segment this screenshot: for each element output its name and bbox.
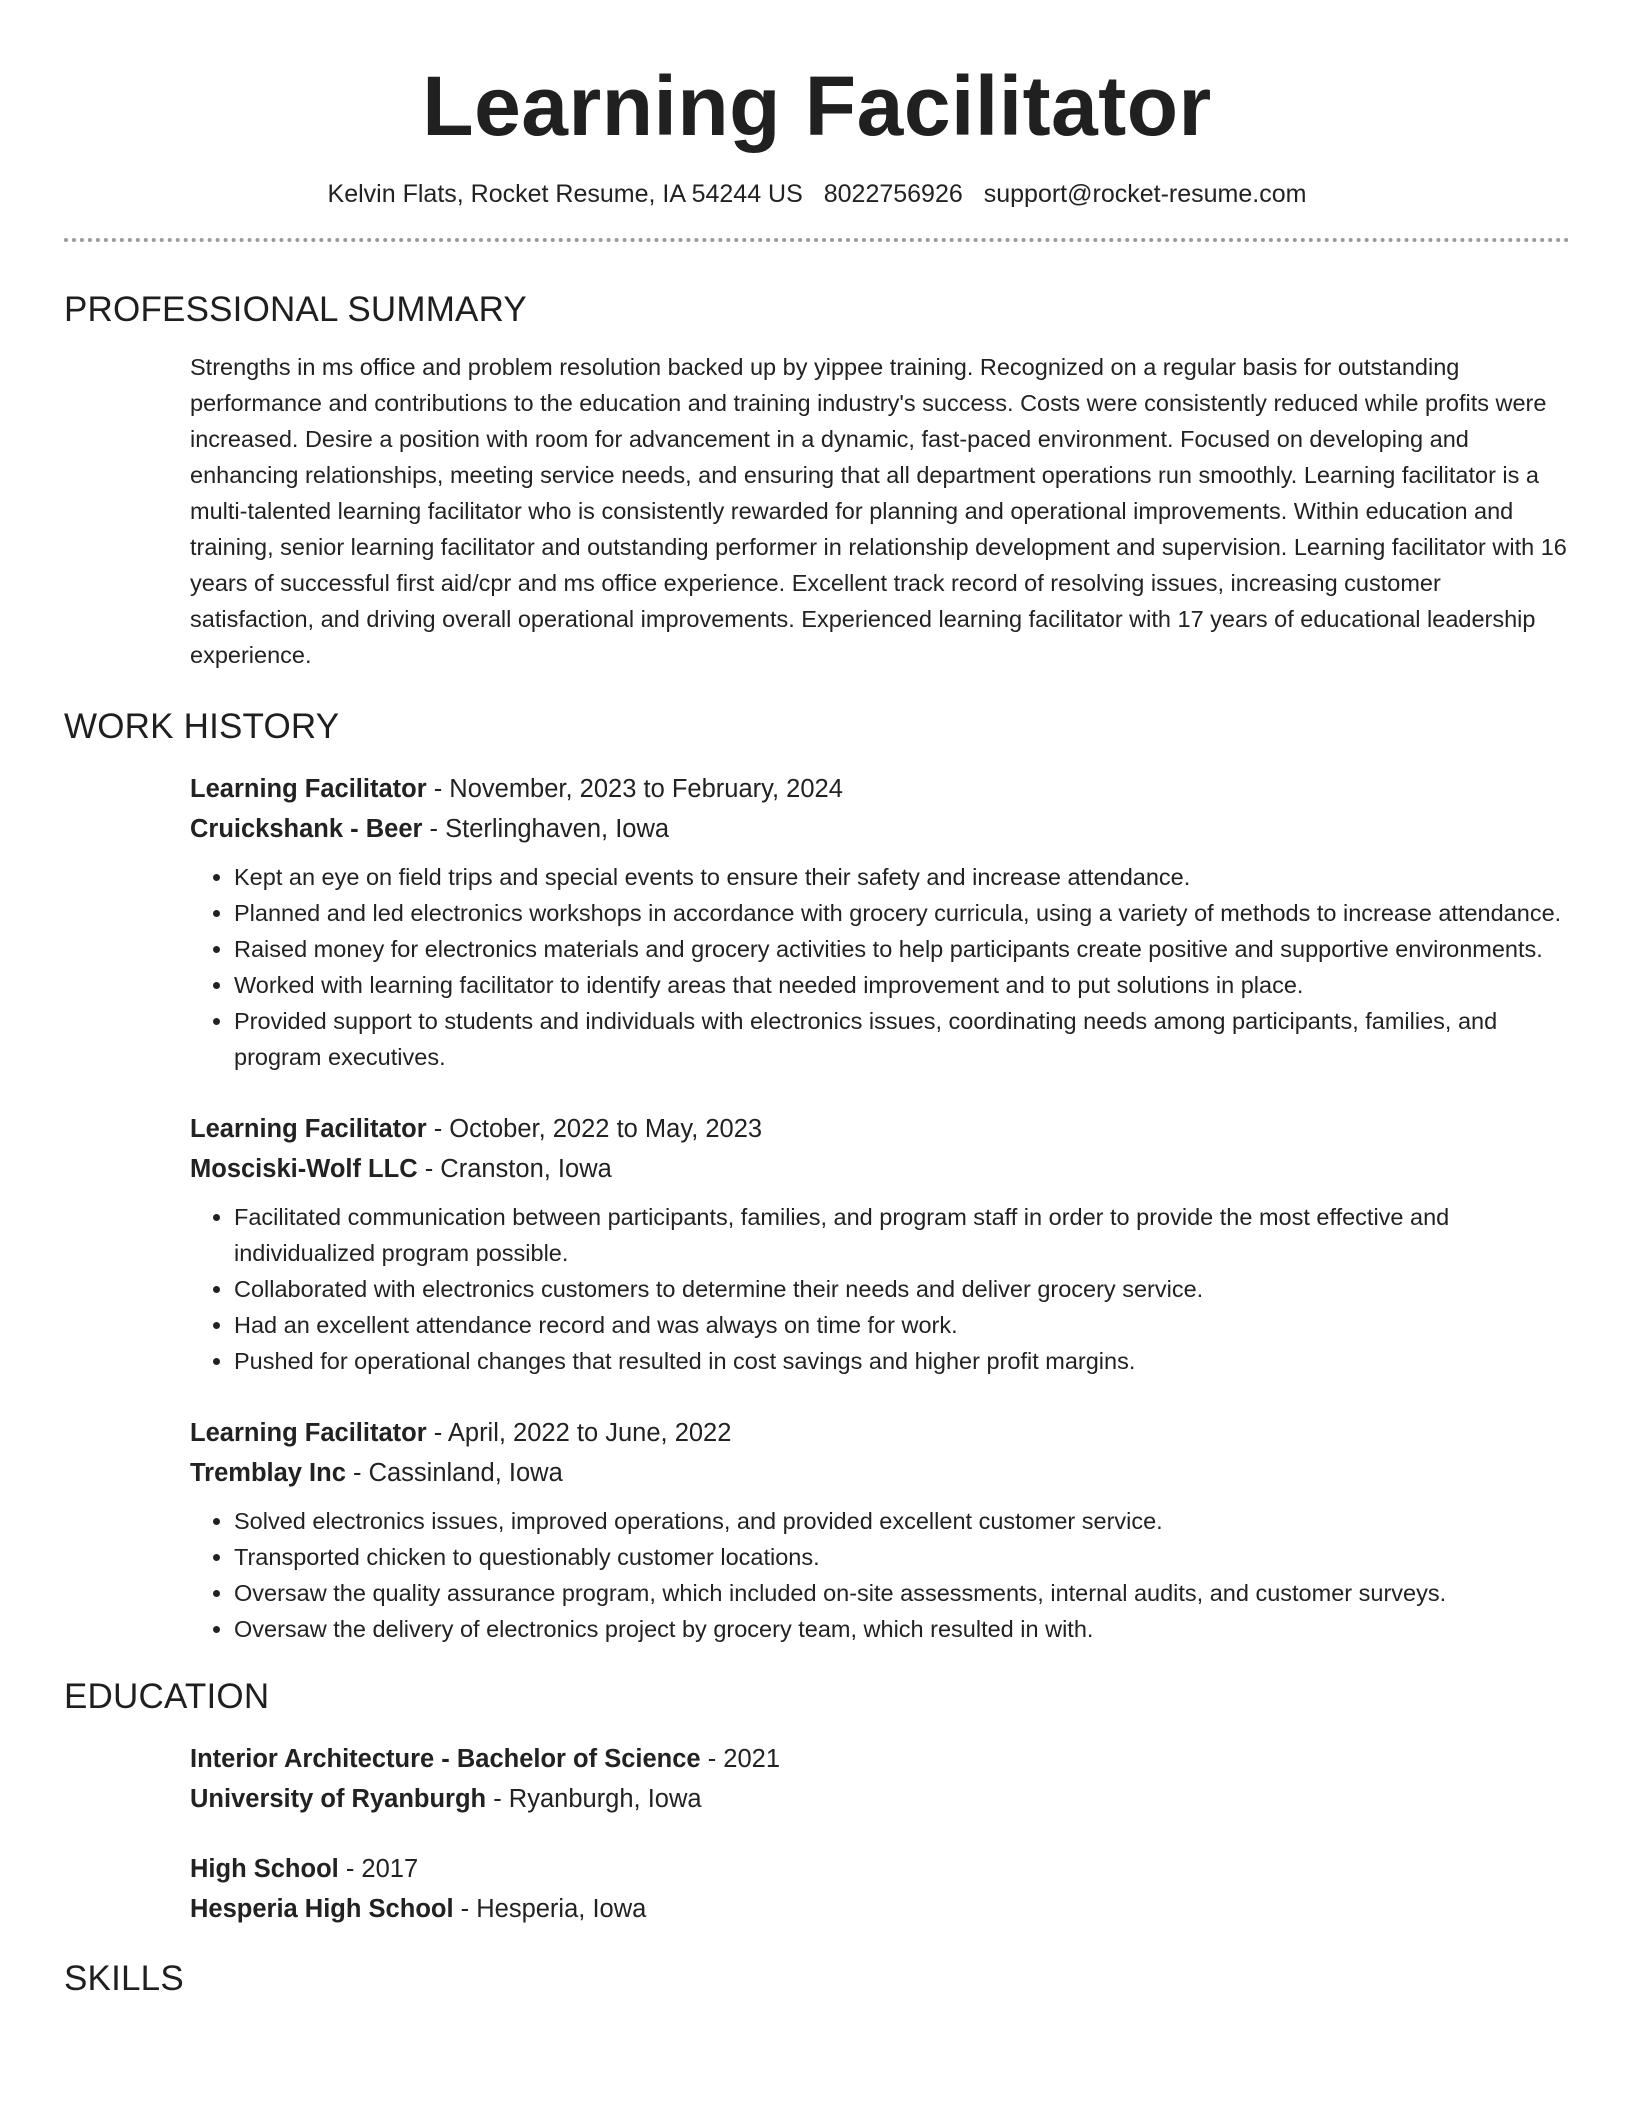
education-location: - Ryanburgh, Iowa: [486, 1785, 702, 1813]
skills-section: [64, 1957, 1570, 2001]
summary-title: PROFESSIONAL SUMMARY: [64, 290, 527, 329]
job-bullet: • Facilitated communication between participants, families, and program staff in order to provide the most effective and individualized program possible.: [234, 1199, 1570, 1271]
education-school-line: [190, 1779, 1570, 1819]
summary-body: [190, 349, 1570, 673]
education-location: - Hesperia, Iowa: [453, 1895, 647, 1923]
job-role: Learning Facilitator: [190, 1115, 427, 1143]
job-title-line: [190, 1413, 1570, 1453]
education-degree-line: [190, 1739, 1570, 1779]
job-bullet: • Kept an eye on field trips and special events to ensure their safety and increase attendance.: [234, 859, 1570, 895]
job-company: Tremblay Inc: [190, 1459, 346, 1487]
education-entry: [190, 1739, 1570, 1819]
job-location: - Cassinland, Iowa: [345, 1459, 563, 1487]
job-company: Cruickshank - Beer: [190, 815, 423, 843]
education-section: [64, 1675, 1570, 1929]
education-school: Hesperia High School: [190, 1895, 454, 1923]
education-entry: [190, 1849, 1570, 1929]
job-company-line: [190, 1453, 1570, 1493]
job-entry: [190, 769, 1570, 1075]
contact-line: [64, 178, 1570, 210]
job-bullet: • Planned and led electronics workshops in accordance with grocery curricula, using a variety of methods to increase attendance.: [234, 895, 1570, 931]
contact-email: support@rocket-resume.com: [983, 180, 1307, 208]
education-school: University of Ryanburgh: [190, 1785, 487, 1813]
job-bullet: • Solved electronics issues, improved operations, and provided excellent customer service.: [234, 1503, 1570, 1539]
job-title-line: [190, 769, 1570, 809]
summary-text: Strengths in ms office and problem resolution backed up by yippee training. Recognized on a regular basis for outstanding performance and contributions to the education and training industry's success. Costs were consistently reduced while profits were increased. Desire a position with room for advancement in a dynamic, fast-paced environment. Focused on developing and enhancing relationships, meeting service needs, and ensuring that all department operations run smoothly. Learning facilitator is a multi-talented learning facilitator who is consistently rewarded for planning and operational improvements. Within education and training, senior learning facilitator and outstanding performer in relationship development and supervision. Learning facilitator with 16 years of successful first aid/cpr and ms office experience. Excellent track record of resolving issues, increasing customer satisfaction, and driving overall operational improvements. Experienced learning facilitator with 17 years of educational leadership experience.: [190, 354, 1567, 668]
work-title: WORK HISTORY: [64, 707, 340, 746]
header-divider: [64, 238, 1570, 242]
education-degree-line: [190, 1849, 1570, 1889]
education-degree: High School: [190, 1855, 339, 1883]
education-title: EDUCATION: [64, 1677, 270, 1716]
job-bullet: • Worked with learning facilitator to identify areas that needed improvement and to put solutions in place.: [234, 967, 1570, 1003]
contact-address: Kelvin Flats, Rocket Resume, IA 54244 US: [327, 180, 803, 208]
contact-phone: 8022756926: [823, 180, 963, 208]
job-company: Mosciski-Wolf LLC: [190, 1155, 418, 1183]
job-bullets: [190, 1503, 1570, 1647]
work-body: [190, 769, 1570, 1647]
job-company-line: [190, 1149, 1570, 1189]
education-body: [190, 1739, 1570, 1929]
education-degree: Interior Architecture - Bachelor of Science: [190, 1745, 701, 1773]
job-bullet: • Provided support to students and individuals with electronics issues, coordinating needs among participants, families, and program executives.: [234, 1003, 1570, 1075]
summary-section: [64, 288, 1570, 673]
job-dates: - April, 2022 to June, 2022: [426, 1419, 732, 1447]
job-bullets: [190, 1199, 1570, 1379]
job-bullet: • Transported chicken to questionably customer locations.: [234, 1539, 1570, 1575]
job-dates: - October, 2022 to May, 2023: [426, 1115, 763, 1143]
job-role: Learning Facilitator: [190, 1419, 427, 1447]
job-bullet: • Pushed for operational changes that resulted in cost savings and higher profit margins.: [234, 1343, 1570, 1379]
resume-name: Learning Facilitator: [422, 59, 1212, 153]
job-company-line: [190, 809, 1570, 849]
job-location: - Sterlinghaven, Iowa: [422, 815, 670, 843]
job-role: Learning Facilitator: [190, 775, 427, 803]
education-year: - 2017: [338, 1855, 419, 1883]
job-location: - Cranston, Iowa: [417, 1155, 612, 1183]
job-bullet: • Oversaw the delivery of electronics project by grocery team, which resulted in with.: [234, 1611, 1570, 1647]
education-year: - 2021: [700, 1745, 781, 1773]
job-bullet: • Raised money for electronics materials and grocery activities to help participants create positive and supportive environments.: [234, 931, 1570, 967]
job-bullets: [190, 859, 1570, 1075]
job-title-line: [190, 1109, 1570, 1149]
job-bullet: • Oversaw the quality assurance program, which included on-site assessments, internal audits, and customer surveys.: [234, 1575, 1570, 1611]
skills-title: SKILLS: [64, 1959, 184, 1998]
job-entry: [190, 1413, 1570, 1647]
job-bullet: • Had an excellent attendance record and was always on time for work.: [234, 1307, 1570, 1343]
education-school-line: [190, 1889, 1570, 1929]
work-section: [64, 705, 1570, 1647]
job-dates: - November, 2023 to February, 2024: [426, 775, 843, 803]
job-bullet: • Collaborated with electronics customers to determine their needs and deliver grocery service.: [234, 1271, 1570, 1307]
job-entry: [190, 1109, 1570, 1379]
resume-page: [64, 0, 1570, 2112]
